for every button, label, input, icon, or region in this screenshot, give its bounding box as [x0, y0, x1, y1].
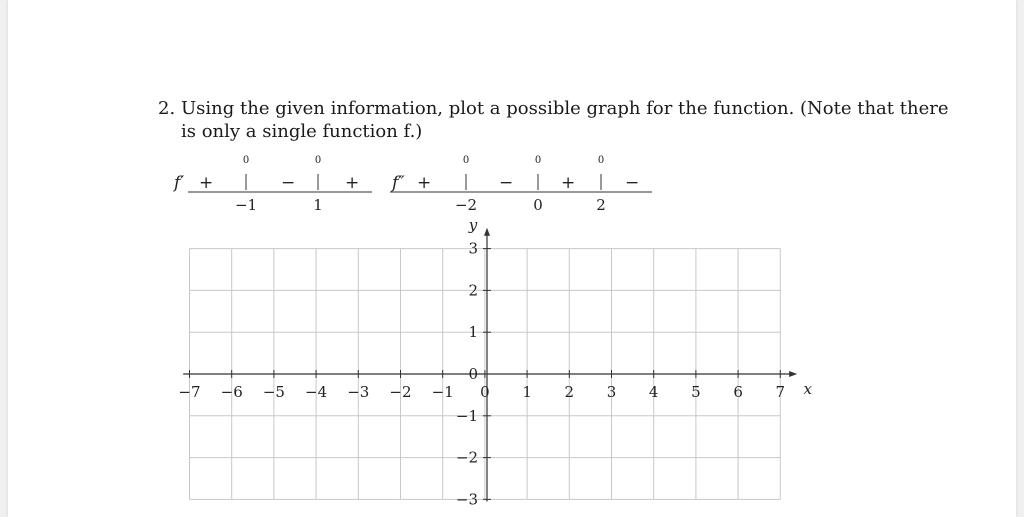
f-prime-zero-1: 0 [242, 155, 250, 166]
x-tick-label: 0 [480, 383, 490, 401]
f-double-prime-sign-4: − [625, 173, 640, 193]
f-double-prime-point-2: 0 [533, 196, 543, 214]
y-tick-label: −1 [455, 406, 478, 425]
y-tick-label: −3 [455, 490, 478, 509]
x-tick-label: 7 [775, 383, 786, 401]
f-prime-sign-3: + [345, 173, 360, 193]
x-tick-label: −2 [389, 383, 412, 401]
x-tick-label: −7 [178, 383, 201, 401]
f-prime-zero-2: 0 [314, 155, 322, 166]
x-tick-label: 3 [606, 383, 617, 401]
problem-text-line-1: Using the given information, plot a possible graph for the function. (Note that there [181, 98, 949, 119]
x-tick-label: 2 [564, 383, 575, 401]
problem-number: 2. [158, 98, 176, 119]
x-tick-label: 4 [648, 383, 659, 401]
x-tick-label: −3 [347, 383, 370, 401]
y-axis-label: y [468, 215, 478, 234]
x-tick-label: −5 [262, 383, 285, 401]
y-tick-label: 0 [468, 365, 478, 383]
y-tick-label: 2 [468, 281, 478, 300]
f-prime-sign-2: − [281, 173, 296, 193]
f-prime-point-2: 1 [313, 196, 323, 214]
coordinate-plane[interactable] [178, 216, 812, 509]
x-tick-label: 6 [733, 383, 743, 401]
y-tick-label: 1 [468, 323, 478, 342]
x-tick-label: −4 [305, 383, 328, 401]
plot-axes [183, 228, 797, 502]
f-double-prime-sign-3: + [561, 173, 576, 193]
y-tick-label: 3 [468, 239, 478, 258]
second-derivative-sign-chart [390, 155, 652, 214]
f-prime-label: f′ [174, 173, 185, 193]
f-double-prime-sign-2: − [499, 173, 514, 193]
problem-text-line-2: is only a single function f.) [181, 121, 423, 142]
x-axis-arrow [789, 371, 797, 377]
x-axis-label: x [803, 380, 812, 398]
f-double-prime-zero-3: 0 [597, 155, 605, 166]
f-double-prime-sign-1: + [417, 173, 432, 193]
f-prime-sign-1: + [199, 173, 214, 193]
x-tick-label: −1 [431, 383, 454, 401]
first-derivative-sign-chart [172, 155, 372, 214]
y-axis-arrow [484, 228, 490, 236]
f-double-prime-point-1: −2 [454, 196, 478, 214]
x-tick-label: 1 [522, 383, 532, 401]
y-tick-label: −2 [455, 448, 478, 467]
f-double-prime-point-3: 2 [596, 196, 606, 214]
f-double-prime-zero-1: 0 [462, 155, 470, 166]
x-tick-label: −6 [220, 383, 243, 401]
f-double-prime-zero-2: 0 [534, 155, 542, 166]
x-tick-label: 5 [691, 383, 701, 401]
f-double-prime-label: f″ [392, 173, 405, 193]
f-prime-point-1: −1 [234, 196, 258, 214]
